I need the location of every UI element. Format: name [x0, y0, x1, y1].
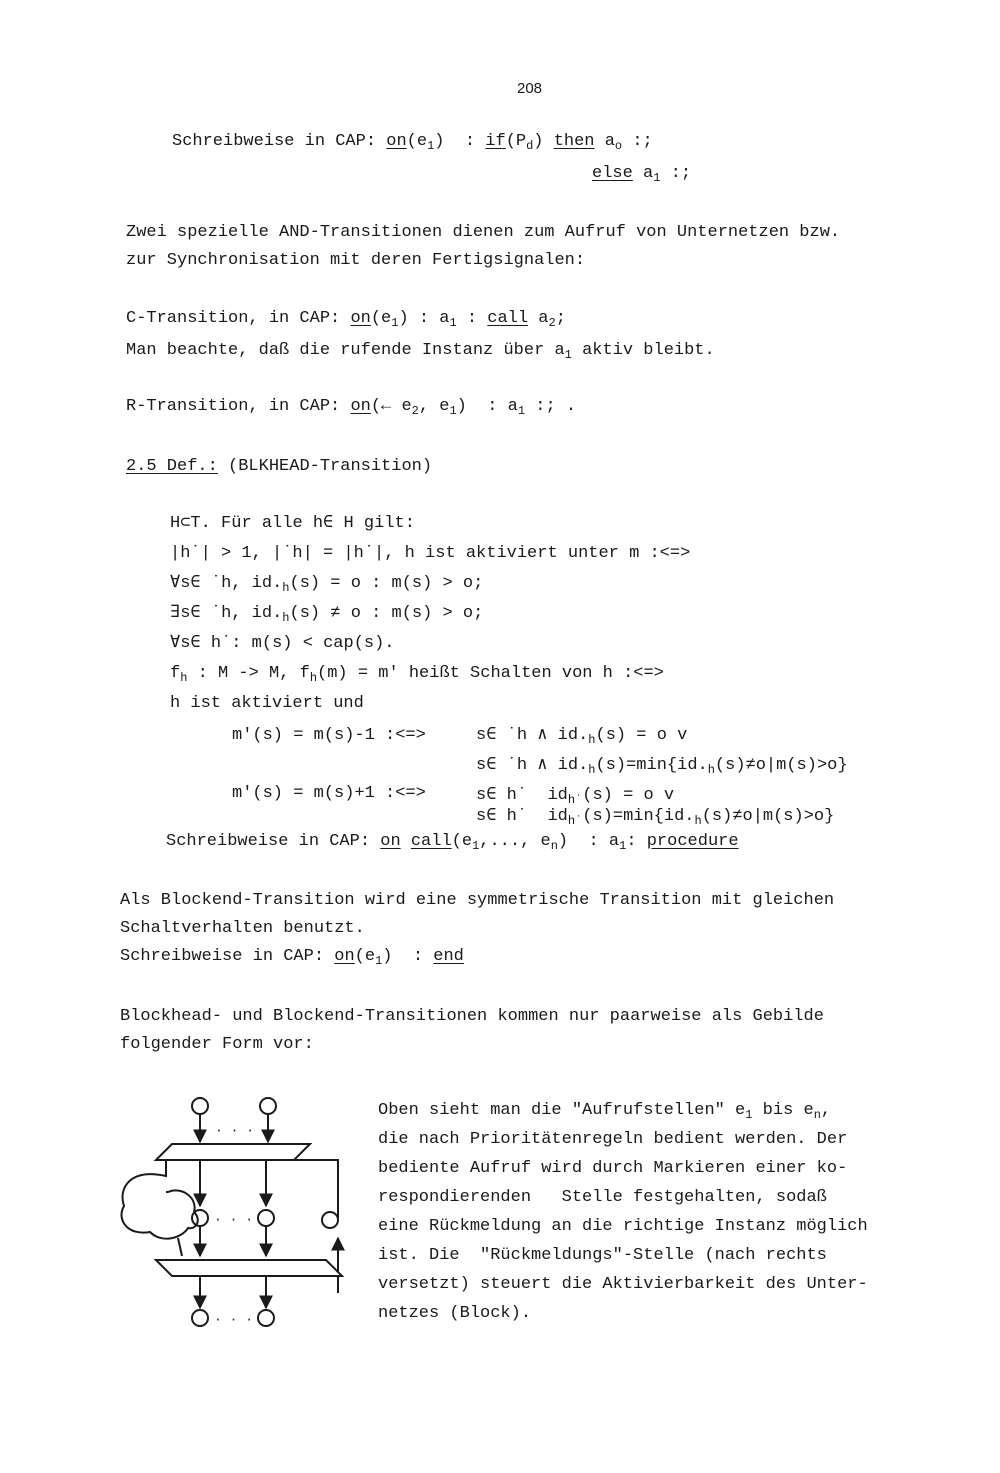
figure-text-line-1: Oben sieht man die "Aufrufstellen" $e_1$ bis $e_n$, — [378, 1101, 832, 1122]
blockend-cap-notation: Schreibweise in CAP: $on(e_1)$ : end — [120, 947, 464, 968]
blockend-transition — [156, 1260, 342, 1276]
c-transition-line: C-Transition, in CAP: $on(e_1)$ : $a_1$ : call $a_2$; — [126, 309, 566, 330]
definition-line-3: ∀s∈ ˙h, $id._h(s) = o$ : m(s) > o; — [170, 574, 484, 595]
output-place-n — [258, 1310, 274, 1326]
subnet-cloud — [122, 1160, 198, 1239]
diagram-dots-bottom: · · · — [214, 1312, 254, 1327]
figure-text-line-2: die nach Prioritätenregeln bedient werden. Der — [378, 1130, 848, 1149]
paragraph-and-transitions-line-2: zur Synchronisation mit deren Fertigsignalen: — [126, 251, 586, 270]
marking-rule-2-case-1: s∈ h˙ $id_{h˙}(s) = o$ v — [476, 786, 675, 807]
blockend-line-2: Schaltverhalten benutzt. — [120, 919, 365, 938]
cap-notation-procedure: Schreibweise in CAP: on $call(e_1$,..., $e_n$) : $a_1$: procedure — [166, 832, 739, 853]
diagram-dots-middle: · · · — [214, 1212, 254, 1227]
feedback-place — [322, 1212, 338, 1228]
definition-line-4: ∃s∈ ˙h, $id._h(s) \ne o$ : m(s) > o; — [170, 604, 484, 625]
call-place-en — [260, 1098, 276, 1114]
marking-rule-2-case-2: s∈ h˙ $id_{h˙}(s)=\min\{id._h(s)\ne o|m(s)>o\}$ — [476, 807, 835, 828]
figure-text-line-5: eine Rückmeldung an die richtige Instanz möglich — [378, 1217, 868, 1236]
c-transition-note: Man beachte, daß die rufende Instanz über $a_1$ aktiv bleibt. — [126, 341, 715, 362]
page-number: 208 — [517, 80, 543, 97]
output-place-1 — [192, 1310, 208, 1326]
figure-text-line-4: respondierenden Stelle festgehalten, sodaß — [378, 1188, 827, 1207]
marking-rule-1-case-2: s∈ ˙h ∧ $id._h(s)=\min\{id._h(s)\ne o|m(s)>o\}$ — [476, 756, 848, 777]
corresponding-place-n — [258, 1210, 274, 1226]
definition-heading: 2.5 Def.: (BLKHEAD-Transition) — [126, 457, 433, 476]
cap-notation-else-line: else $a_1$ :; — [592, 164, 692, 185]
paragraph-and-transitions-line-1: Zwei spezielle AND-Transitionen dienen zum Aufruf von Unternetzen bzw. — [126, 223, 841, 242]
diagram-dots-top: · · · — [215, 1123, 255, 1138]
pairing-paragraph-line-2: folgender Form vor: — [120, 1035, 314, 1054]
figure-text-line-6: ist. Die "Rückmeldungs"-Stelle (nach rechts — [378, 1246, 827, 1265]
definition-line-5: ∀s∈ h˙: m(s) < cap(s). — [170, 634, 395, 653]
figure-text-line-8: netzes (Block). — [378, 1304, 532, 1323]
figure-text-line-7: versetzt) steuert die Aktivierbarkeit des Unter- — [378, 1275, 868, 1294]
definition-line-2: |h˙| > 1, |˙h| = |h˙|, h ist aktiviert unter m :<=> — [170, 544, 691, 563]
blockhead-transition — [156, 1144, 310, 1160]
definition-line-1: H⊂T. Für alle h∈ H gilt: — [170, 514, 415, 533]
blockend-line-1: Als Blockend-Transition wird eine symmetrische Transition mit gleichen — [120, 891, 835, 910]
definition-line-7: h ist aktiviert und — [170, 694, 364, 713]
pairing-paragraph-line-1: Blockhead- und Blockend-Transitionen kommen nur paarweise als Gebilde — [120, 1007, 824, 1026]
marking-rule-1-case-1: s∈ ˙h ∧ $id._h(s) = o$ v — [476, 726, 688, 747]
r-transition-line: R-Transition, in CAP: on(← $e_2$, $e_1$) : $a_1$ :; . — [126, 397, 577, 418]
cap-notation-line-1: Schreibweise in CAP: $on(e_1)$ : $if(P_d)$ then $a_o$ :; — [172, 132, 653, 153]
call-place-e1 — [192, 1098, 208, 1114]
marking-rule-1-left: m'(s) = m(s)-1 :<=> — [232, 726, 426, 745]
figure-text-line-3: bediente Aufruf wird durch Markieren einer ko- — [378, 1159, 848, 1178]
definition-line-6: $f_h$ : M -> M, $f_h(m) = m'$ heißt Schalten von h :<=> — [170, 664, 664, 685]
block-net-diagram — [110, 1088, 360, 1338]
marking-rule-2-left: m'(s) = m(s)+1 :<=> — [232, 784, 426, 803]
